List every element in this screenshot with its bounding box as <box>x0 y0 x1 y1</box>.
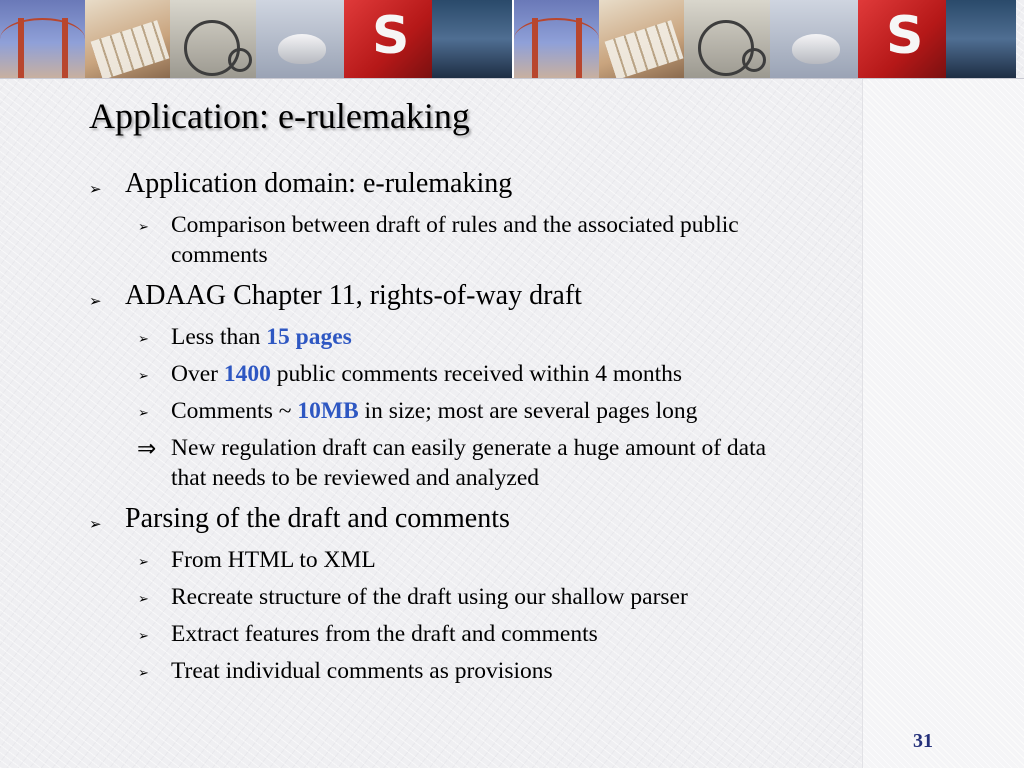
sub-bullet-item-continuation: comments <box>171 242 268 268</box>
flag-s-logo: S <box>372 6 410 66</box>
bridge-tower-shape <box>576 18 582 78</box>
sub-bullet-arrow-icon: ➢ <box>138 629 149 644</box>
sub-bullet-arrow-icon: ➢ <box>138 555 149 570</box>
highlight-value: 1400 <box>223 361 271 387</box>
item-text: in size; most are several pages long <box>358 398 698 424</box>
bridge-photo <box>0 0 85 78</box>
sub-bullet-arrow-icon: ➢ <box>138 592 149 607</box>
bridge-photo <box>514 0 599 78</box>
implies-arrow-icon: ⇒ <box>137 436 157 462</box>
sub-bullet-arrow-icon: ➢ <box>138 332 149 347</box>
sub-bullet-item-continuation: that needs to be reviewed and analyzed <box>171 465 540 491</box>
item-text: Less than <box>171 324 267 350</box>
stanford-flag-photo <box>344 0 432 78</box>
wheelchair-photo <box>684 0 770 78</box>
sub-bullet-item <box>171 324 352 351</box>
highlight-value: 10MB <box>297 398 359 424</box>
monitor-photo <box>946 0 1016 78</box>
item-text: Over <box>171 361 224 387</box>
mouse-photo <box>770 0 858 78</box>
bullet-arrow-icon: ➢ <box>89 292 102 310</box>
mouse-shape <box>792 34 840 64</box>
sub-bullet-arrow-icon: ➢ <box>138 220 149 235</box>
bridge-cable-shape <box>514 18 599 60</box>
sub-bullet-item: Comparison between draft of rules and the associated public <box>171 212 739 238</box>
header-banner <box>0 0 1024 79</box>
wheel-shape <box>228 48 252 72</box>
highlight-value: 15 pages <box>266 324 352 350</box>
item-text: Comments ~ <box>171 398 298 424</box>
wheel-shape <box>742 48 766 72</box>
keyboard-shape <box>91 20 170 78</box>
bridge-cable-shape <box>0 18 85 60</box>
keyboard-shape <box>605 20 684 78</box>
sub-bullet-item: Extract features from the draft and comments <box>171 621 598 647</box>
mouse-photo <box>256 0 344 78</box>
stanford-flag-photo <box>858 0 946 78</box>
bullet-item: Parsing of the draft and comments <box>125 503 510 534</box>
sub-bullet-item: New regulation draft can easily generate a huge amount of data <box>171 435 767 461</box>
keyboard-hands-photo <box>599 0 684 78</box>
bridge-tower-shape <box>532 18 538 78</box>
bullet-item: ADAAG Chapter 11, rights-of-way draft <box>125 280 582 311</box>
bridge-tower-shape <box>18 18 24 78</box>
sub-bullet-item: Recreate structure of the draft using our shallow parser <box>171 584 688 610</box>
sub-bullet-arrow-icon: ➢ <box>138 406 149 421</box>
bullet-arrow-icon: ➢ <box>89 515 102 533</box>
monitor-photo <box>432 0 512 78</box>
bridge-tower-shape <box>62 18 68 78</box>
sub-bullet-arrow-icon: ➢ <box>138 666 149 681</box>
wheelchair-photo <box>170 0 256 78</box>
slide-title: Application: e-rulemaking <box>89 96 470 136</box>
page-number: 31 <box>913 730 933 752</box>
bullet-item: Application domain: e-rulemaking <box>125 168 513 199</box>
mouse-shape <box>278 34 326 64</box>
sub-bullet-item: Treat individual comments as provisions <box>171 658 553 684</box>
bullet-arrow-icon: ➢ <box>89 180 102 198</box>
keyboard-hands-photo <box>85 0 170 78</box>
item-text: public comments received within 4 months <box>270 361 683 387</box>
sub-bullet-item <box>171 398 697 425</box>
sub-bullet-item <box>171 361 682 388</box>
sub-bullet-arrow-icon: ➢ <box>138 369 149 384</box>
right-margin-strip <box>862 78 1024 768</box>
sub-bullet-item: From HTML to XML <box>171 547 376 573</box>
flag-s-logo: S <box>886 6 924 66</box>
